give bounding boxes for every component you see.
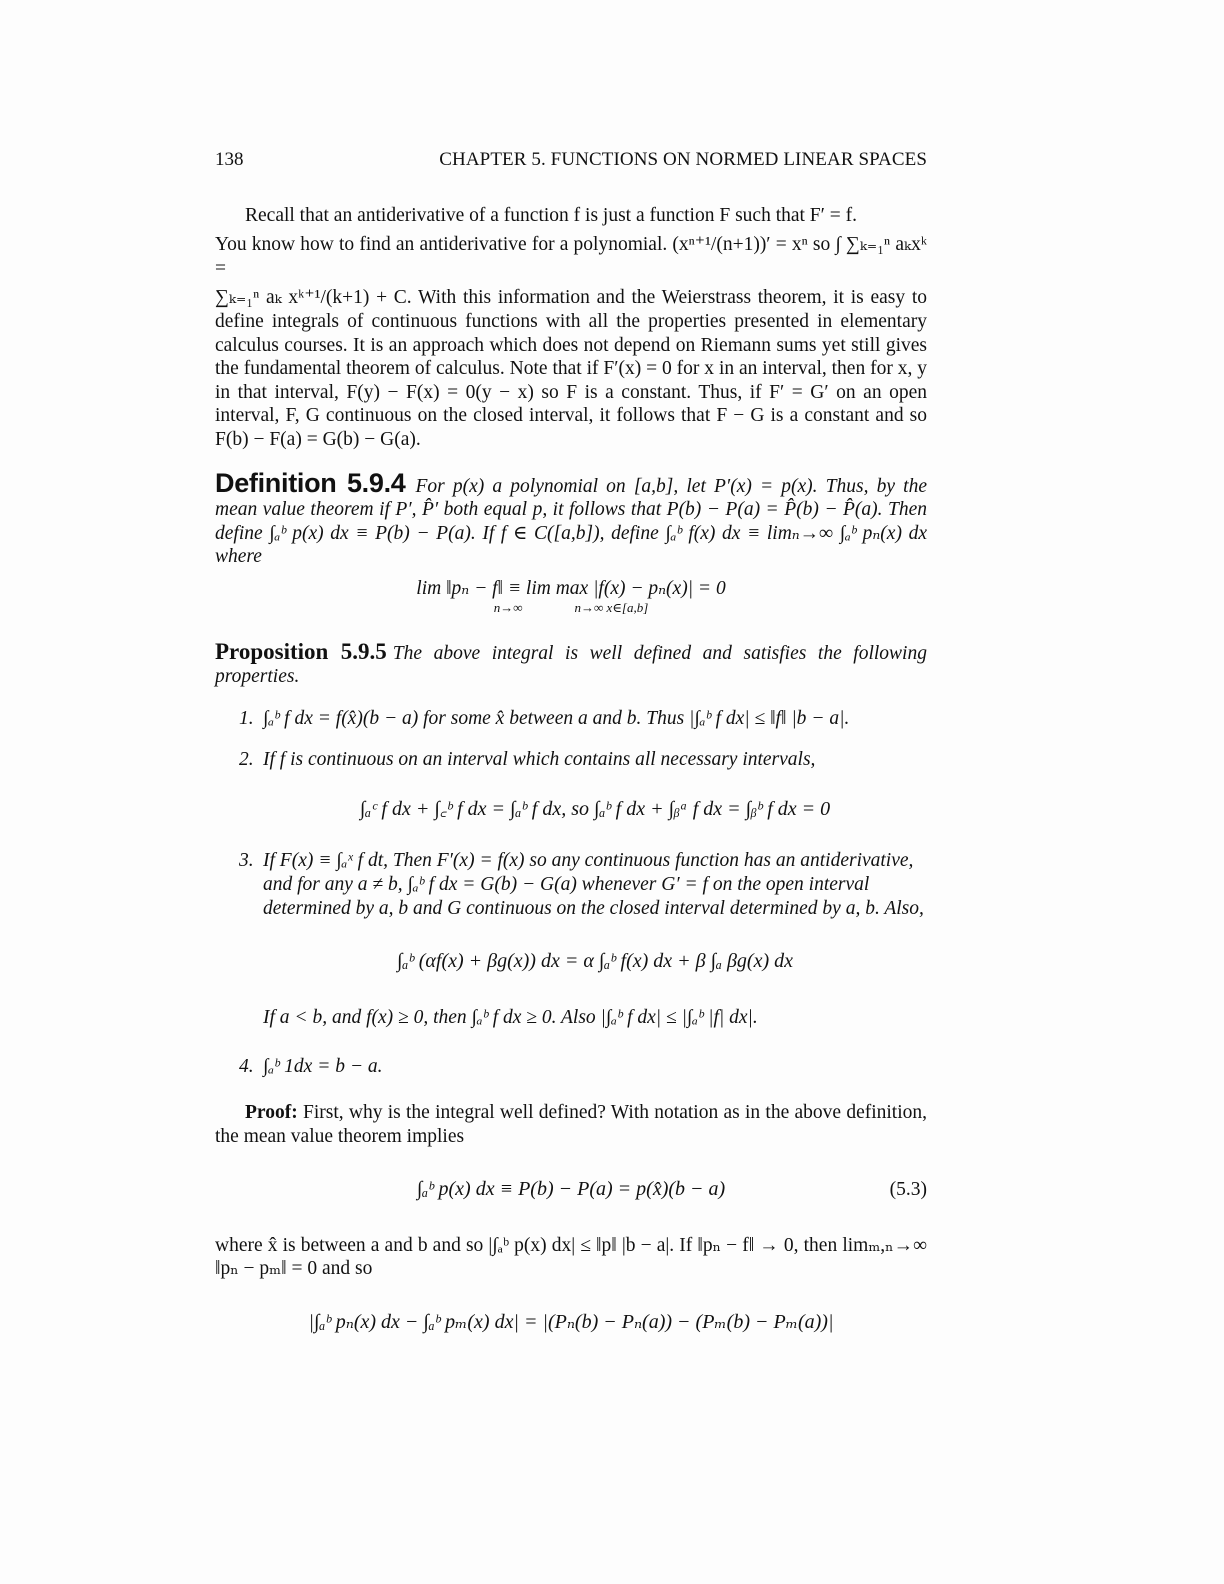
property-number: 2. bbox=[239, 749, 254, 771]
definition-text: For p(x) a polynomial on [a,b], let P′(x) = p(x). Thus, by the mean value theorem if P′, P̂′ both equal p, it follows that P(b) − P(a) = P̂(b) − P̂(a). Then define ∫ₐᵇ p(x) dx ≡ P(b) − P(a). If f ∈ C([a,b]), define ∫ₐᵇ f(x) dx ≡ limₙ→∞ ∫ₐᵇ pₙ(x) dx where bbox=[215, 475, 927, 568]
proof-label: Proof: bbox=[245, 1102, 298, 1124]
definition-display-sub: n→∞ n→∞ x∈[a,b] bbox=[493, 599, 649, 615]
property-text: ∫ₐᵇ f dx = f(x̂)(b − a) for some x̂ between a and b. Thus |∫ₐᵇ f dx| ≤ ‖f‖ |b − a|. bbox=[263, 707, 850, 729]
property-item bbox=[215, 849, 927, 1029]
property-text: If F(x) ≡ ∫ₐˣ f dt, Then F′(x) = f(x) so any continuous function has an antiderivative, and for any a ≠ b, ∫ₐᵇ f dx = G(b) − G(a) whenever G′ = f on the open interval determined by a, b and G continuous on the closed interval determined by a, b. Also, bbox=[263, 850, 924, 919]
intro-line-3: ∑ₖ₌₁ⁿ aₖ xᵏ⁺¹/(k+1) + C. With this information and the Weierstrass theorem, it is easy to define integrals of continuous functions with all the properties presented in elementary calculus courses. It is an approach which does not depend on Riemann sums yet still gives the fundamental theorem of calculus. Note that if F′(x) = 0 for x in an interval, then for x, y in that interval, F(y) − F(x) = 0(y − x) so F is a constant. Thus, if F′ = G′ on an open interval, F, G continuous on the closed interval, it follows that F − G is a constant and so F(b) − F(a) = G(b) − G(a). bbox=[215, 287, 927, 450]
proof-after-text: where x̂ is between a and b and so |∫ₐᵇ p(x) dx| ≤ ‖p‖ |b − a|. If ‖pₙ − f‖ → 0, then limₘ,ₙ→∞ ‖pₙ − pₘ‖ = 0 and so bbox=[215, 1234, 927, 1280]
property-item bbox=[215, 1055, 927, 1079]
proof-text: First, why is the integral well defined? With notation as in the above definition, the mean value theorem implies bbox=[215, 1102, 928, 1147]
page-content bbox=[215, 148, 927, 1351]
proposition-label: Proposition 5.9.5 bbox=[215, 638, 387, 664]
property-list bbox=[215, 707, 927, 1079]
property-number: 1. bbox=[239, 707, 254, 729]
equation-5-3 bbox=[215, 1178, 927, 1202]
property-text: If f is continuous on an interval which contains all necessary intervals, bbox=[263, 749, 816, 771]
intro-line-2: You know how to find an antiderivative for a polynomial. (xⁿ⁺¹/(n+1))′ = xⁿ so ∫ ∑ₖ₌₁ⁿ aₖxᵏ = bbox=[215, 234, 927, 279]
property-item bbox=[215, 748, 927, 821]
equation-number: (5.3) bbox=[889, 1179, 927, 1201]
running-header bbox=[215, 148, 927, 172]
equation-body: ∫ₐᵇ p(x) dx ≡ P(b) − P(a) = p(x̂)(b − a) bbox=[416, 1178, 726, 1201]
proposition-block bbox=[215, 640, 927, 1080]
page-number: 138 bbox=[215, 149, 244, 170]
property-after-text: If a < b, and f(x) ≥ 0, then ∫ₐᵇ f dx ≥ 0. Also |∫ₐᵇ f dx| ≤ |∫ₐᵇ |f| dx|. bbox=[263, 1006, 758, 1028]
intro-line-1: Recall that an antiderivative of a function f is just a function F such that F′ = f. bbox=[245, 204, 858, 226]
proof-block bbox=[215, 1101, 927, 1335]
property-text: ∫ₐᵇ 1dx = b − a. bbox=[263, 1056, 383, 1078]
definition-display-main: lim ‖pₙ − f‖ ≡ lim max |f(x) − pₙ(x)| = 0 bbox=[416, 577, 726, 599]
property-number: 4. bbox=[239, 1056, 254, 1078]
definition-block bbox=[215, 467, 927, 615]
property-display: ∫ₐᵇ (αf(x) + βg(x)) dx = α ∫ₐᵇ f(x) dx + β ∫ₐ βg(x) dx bbox=[397, 950, 793, 973]
definition-display bbox=[215, 577, 927, 614]
proof-final-display: |∫ₐᵇ pₙ(x) dx − ∫ₐᵇ pₘ(x) dx| = |(Pₙ(b) − Pₙ(a)) − (Pₘ(b) − Pₘ(a))| bbox=[308, 1311, 834, 1333]
proposition-text: The above integral is well defined and satisfies the following properties. bbox=[215, 642, 927, 688]
definition-label: Definition 5.9.4 bbox=[215, 467, 406, 498]
property-number: 3. bbox=[239, 850, 254, 872]
property-item bbox=[215, 707, 927, 731]
property-display: ∫ₐᶜ f dx + ∫꜀ᵇ f dx = ∫ₐᵇ f dx, so ∫ₐᵇ f dx + ∫ᵦᵃ f dx = ∫ᵦᵇ f dx = 0 bbox=[359, 797, 831, 820]
chapter-title: CHAPTER 5. FUNCTIONS ON NORMED LINEAR SPACES bbox=[439, 149, 927, 170]
